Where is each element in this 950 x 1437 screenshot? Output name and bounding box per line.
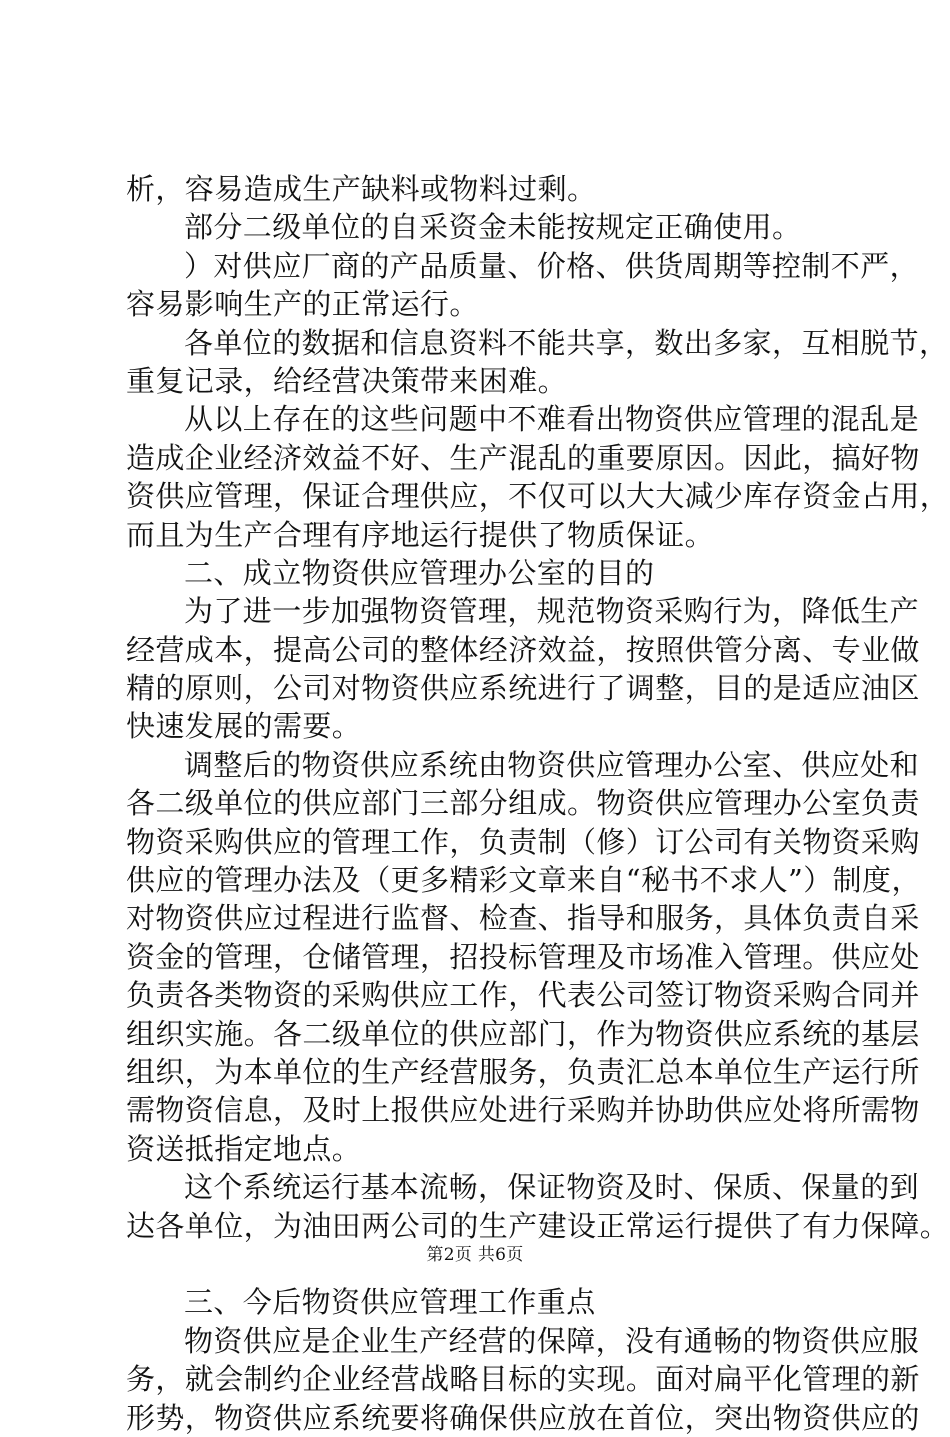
text-line: 达各单位，为油田两公司的生产建设正常运行提供了有力保障。	[126, 1208, 950, 1243]
text-line: 精的原则，公司对物资供应系统进行了调整，目的是适应油区	[126, 671, 920, 706]
text-line: 从以上存在的这些问题中不难看出物资供应管理的混乱是	[184, 402, 920, 437]
text-line: 组织实施。各二级单位的供应部门，作为物资供应系统的基层	[126, 1016, 920, 1051]
text-line: 为了进一步加强物资管理，规范物资采购行为，降低生产	[184, 594, 920, 629]
text-line: ）对供应厂商的产品质量、价格、供货周期等控制不严，	[184, 248, 920, 283]
text-line: 负责各类物资的采购供应工作，代表公司签订物资采购合同并	[126, 978, 920, 1013]
text-line: 析，容易造成生产缺料或物料过剩。	[126, 172, 597, 206]
text-line: 对物资供应过程进行监督、检查、指导和服务，具体负责自采	[126, 901, 920, 936]
text-line: 组织，为本单位的生产经营服务，负责汇总本单位生产运行所	[126, 1054, 920, 1089]
text-line: 快速发展的需要。	[126, 709, 362, 744]
text-line: 务，就会制约企业经营战略目标的实现。面对扁平化管理的新	[126, 1362, 920, 1397]
text-line: 部分二级单位的自采资金未能按规定正确使用。	[184, 210, 802, 245]
text-line: 形势，物资供应系统要将确保供应放在首位，突出物资供应的	[126, 1400, 920, 1435]
text-line: 物资供应是企业生产经营的保障，没有通畅的物资供应服	[184, 1323, 920, 1358]
text-line: 资供应管理，保证合理供应，不仅可以大大减少库存资金占用，	[126, 479, 950, 514]
section-heading: 三、今后物资供应管理工作重点	[184, 1285, 596, 1320]
text-line: 资送抵指定地点。	[126, 1131, 362, 1166]
text-line: 调整后的物资供应系统由物资供应管理办公室、供应处和	[184, 747, 920, 782]
text-line: 供应的管理办法及（更多精彩文章来自“秘书不求人”）制度，	[126, 863, 921, 898]
text-line: 造成企业经济效益不好、生产混乱的重要原因。因此，搞好物	[126, 440, 920, 475]
text-line: 需物资信息，及时上报供应处进行采购并协助供应处将所需物	[126, 1093, 920, 1128]
text-line: 经营成本，提高公司的整体经济效益，按照供管分离、专业做	[126, 632, 920, 667]
text-line: 而且为生产合理有序地运行提供了物质保证。	[126, 517, 715, 552]
text-line: 各单位的数据和信息资料不能共享，数出多家，互相脱节，	[184, 325, 949, 360]
page-number-footer: 第2页 共6页	[426, 1245, 524, 1265]
section-heading: 二、成立物资供应管理办公室的目的	[184, 555, 655, 590]
text-line: 各二级单位的供应部门三部分组成。物资供应管理办公室负责	[126, 786, 920, 821]
text-line: 容易影响生产的正常运行。	[126, 287, 479, 322]
text-line: 重复记录，给经营决策带来困难。	[126, 363, 568, 398]
text-line: 这个系统运行基本流畅，保证物资及时、保质、保量的到	[184, 1170, 920, 1205]
text-line: 资金的管理，仓储管理，招投标管理及市场准入管理。供应处	[126, 939, 920, 974]
text-line: 物资采购供应的管理工作，负责制（修）订公司有关物资采购	[126, 824, 920, 859]
